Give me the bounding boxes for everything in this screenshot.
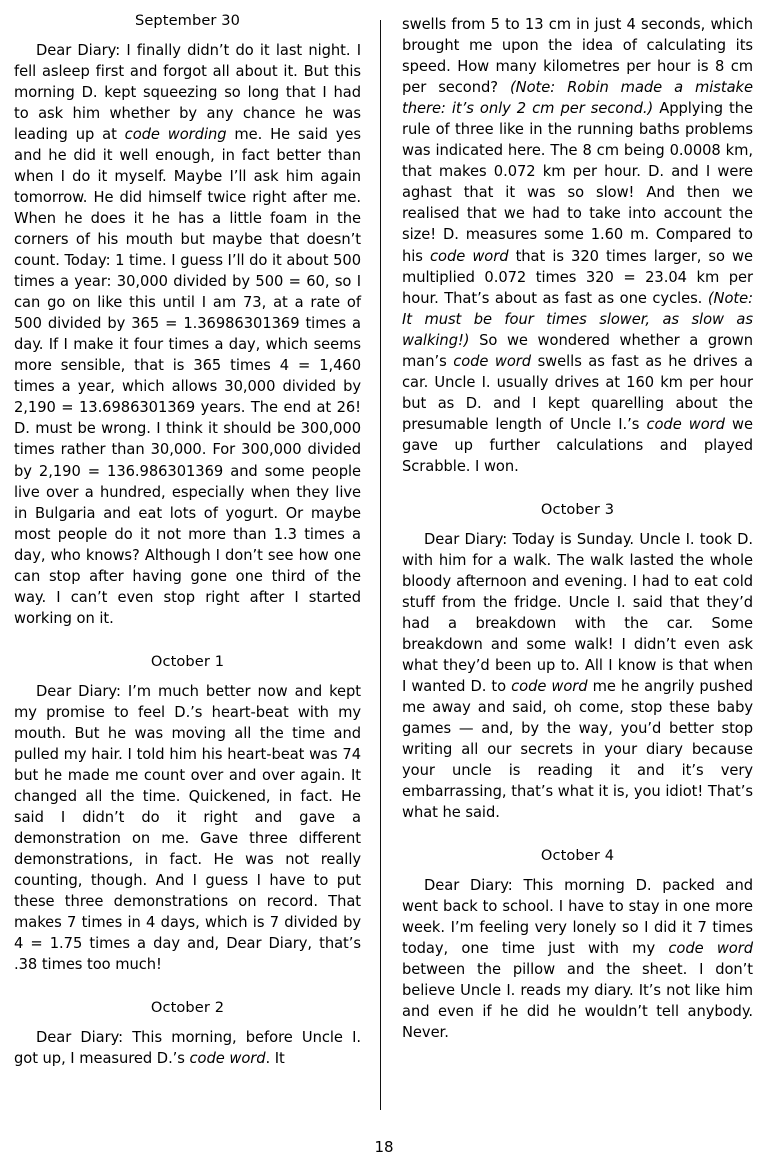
diary-paragraph [402,14,753,477]
italic-phrase: code word [189,1049,266,1067]
column-divider-rule [380,20,381,1110]
entry-date-heading: October 2 [150,999,225,1017]
diary-paragraph [14,1027,361,1069]
entry-date-heading: September 30 [134,12,241,29]
text-run: Dear Diary: Today is Sunday. Uncle I. took D. with him for a walk. The walk lasted the whole bloody afternoon and evening. I had to eat cold stuff from the fridge. Uncle I. said that they’d had a breakdown with the car. Some breakdown and some walk! I didn’t even ask what they’d been up to. All I know is that when I wanted D. to [402,530,753,695]
italic-phrase: (Note: Robin made a mistake there: it’s only 2 cm per second.) [402,79,753,118]
text-run: Dear Diary: This morning D. packed and went back to school. I have to stay in one more week. I’m feeling very lonely so I did it 7 times today, one time just with my [402,876,753,958]
text-run: So we wondered whether a grown man’s [402,331,753,370]
entry-date-heading: October 3 [540,501,615,519]
diary-paragraph [402,529,753,824]
italic-phrase: code wording [124,125,227,143]
diary-paragraph [14,681,361,976]
text-run: Applying the rule of three like in the running baths problems was indicated here. The 8 cm being 0.0008 km, that makes 0.072 km per hour. D. and I were aghast that it was so slow! And then we realised that we had to take into account the size! D. measures some 1.60 m. Compared to his [402,100,753,265]
text-run: Dear Diary: I finally didn’t do it last night. I fell asleep first and forgot all about it. But this morning D. kept squeezing so long that I had to ask him whether by any chance he was leading up at [14,41,361,143]
text-run: me he angrily pushed me away and said, oh come, stop these baby games — and, by the way, you’d better stop writing all our secrets in your diary because your uncle is reading it and it’s very embarrassing, that’s what it is, you idiot! That’s what he said. [402,677,754,822]
text-run: Dear Diary: This morning, before Uncle I. got up, I measured D.’s [14,1028,361,1067]
text-run: between the pillow and the sheet. I don’t believe Uncle I. reads my diary. It’s not like him and even if he did he wouldn’t tell anybody. Never. [402,961,753,1042]
italic-phrase: code word [668,940,754,958]
italic-phrase: code word [453,352,532,370]
entry-date-heading: October 1 [150,652,225,670]
italic-phrase: (Note: It must be four times slower, as slow as walking!) [402,289,753,349]
italic-phrase: code word [646,415,725,433]
diary-paragraph [14,40,361,629]
text-run: that is 320 times larger, so we multiplied 0.072 times 320 = 23.04 km per hour. That’s about as fast as one cycles. [402,247,753,307]
text-run: Dear Diary: I’m much better now and kept my promise to feel D.’s heart-beat with my mouth. But he was moving all the time and pulled my hair. I told him his heart-beat was 74 but he made me count over and over again. It changed all the time. Quickened, in fact. He said I didn’t do it right and gave a demonstration on me. Gave three different demonstrations, in fact. He was not really counting, though. And I guess I have to put these three demonstrations on record. That makes 7 times in 4 days, which is 7 divided by 4 = 1.75 times a day and, Dear Diary, that’s .38 times too much! [14,682,361,974]
italic-phrase: code word [511,677,588,695]
text-run: . It [265,1049,285,1067]
left-text-column [14,14,361,1069]
text-run: swells from 5 to 13 cm in just 4 seconds, which brought me upon the idea of calculating its speed. How many kilometres per hour is 8 cm per second? [402,16,753,97]
text-run: we gave up further calculations and played Scrabble. I won. [402,415,753,475]
entry-date-heading: October 4 [540,847,615,865]
diary-paragraph [402,875,753,1043]
text-run: swells as fast as he drives a car. Uncle I. usually drives at 160 km per hour but as D. and I kept quarelling about the presumable length of Uncle I.’s [402,352,753,433]
right-text-column [402,14,753,1043]
page-number: 18 [374,1138,394,1156]
italic-phrase: code word [430,247,509,265]
text-run: me. He said yes and he did it well enough, in fact better than when I do it myself. Maybe I’ll ask him again tomorrow. He did himself twice right after me. When he does it he has a little foam in the corners of his mouth but maybe that doesn’t count. Today: 1 time. I guess I’ll do it about 500 times a year: 30,000 divided by 500 = 60, so I can go on like this until I am 73, at a rate of 500 divided by 365 = 1.36986301369 times a day. If I make it four times a day, which seems more sensible, that is 365 times 4 = 1,460 times a year, which allows 30,000 divided by 2,190 = 13.6986301369 years. The end at 26! D. must be wrong. I think it should be 300,000 times rather than 30,000. For 300,000 divided by 2,190 = 136.986301369 and some people live over a hundred, especially when they live in Bulgaria and eat lots of yogurt. Or maybe most people do it not more than 1.3 times a day, who knows? Although I don’t see how one can stop after having gone one third of the way. I can’t even stop right after I started working on it. [14,125,362,627]
